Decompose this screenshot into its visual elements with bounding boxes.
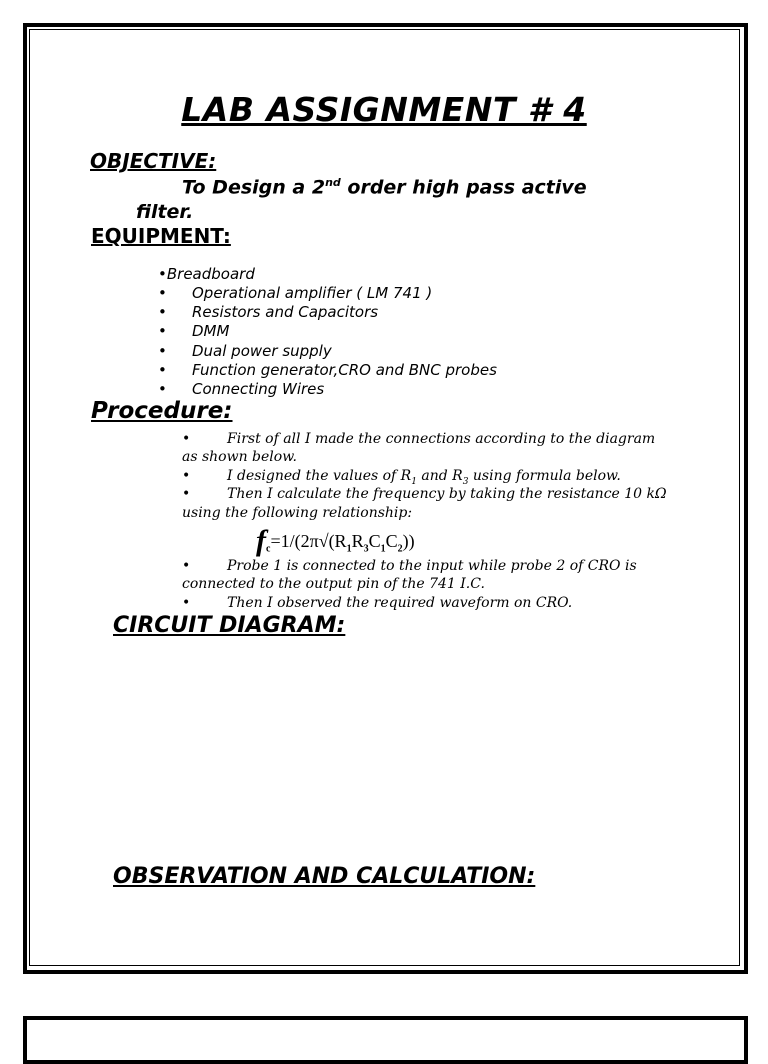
equipment-item-label: Resistors and Capacitors bbox=[192, 303, 379, 322]
objective-text-pre: To Design a 2 bbox=[182, 176, 326, 199]
procedure-heading: Procedure: bbox=[91, 398, 233, 424]
observation-heading: OBSERVATION AND CALCULATION: bbox=[113, 864, 536, 889]
procedure-step-2 bbox=[227, 468, 621, 487]
formula-f-sub: c bbox=[266, 543, 271, 555]
procedure-step-4: Probe 1 is connected to the input while probe 2 of CRO is bbox=[227, 558, 637, 574]
procedure-step-1: First of all I made the connections according to the diagram bbox=[227, 431, 656, 447]
equipment-item-label: Breadboard bbox=[166, 265, 255, 283]
formula-d: C bbox=[385, 531, 398, 551]
procedure-step-3-cont: using the following relationship: bbox=[182, 505, 413, 521]
subscript-1: 1 bbox=[411, 476, 417, 487]
subscript-3: 3 bbox=[462, 476, 469, 487]
formula-s1: 1 bbox=[346, 543, 352, 555]
bullet-icon: • bbox=[158, 303, 167, 322]
formula-f: f bbox=[256, 524, 266, 557]
formula-c: C bbox=[368, 531, 381, 551]
equipment-item-label: Function generator,CRO and BNC probes bbox=[192, 360, 497, 379]
procedure-step-4-cont: connected to the output pin of the 741 I.C. bbox=[182, 576, 485, 592]
ordinal-superscript: nd bbox=[325, 176, 341, 189]
objective-heading: OBJECTIVE: bbox=[90, 149, 217, 173]
procedure-step-5: Then I observed the required waveform on CRO. bbox=[227, 595, 573, 611]
step-2-post: using formula below. bbox=[468, 468, 621, 484]
procedure-step-3: Then I calculate the frequency by taking the resistance 10 kΩ bbox=[227, 486, 667, 502]
bullet-icon: • bbox=[158, 379, 167, 398]
bullet-icon: • bbox=[182, 468, 191, 484]
equipment-item-breadboard bbox=[158, 265, 255, 283]
objective-text-line2: filter. bbox=[136, 201, 194, 223]
procedure-step-1-cont: as shown below. bbox=[182, 449, 297, 465]
step-2-mid: and R bbox=[416, 468, 463, 484]
equipment-item-label: DMM bbox=[192, 322, 230, 341]
objective-text-line1 bbox=[182, 176, 587, 198]
frequency-formula bbox=[256, 524, 415, 558]
equipment-heading: EQUIPMENT: bbox=[91, 224, 231, 248]
step-2-pre: I designed the values of R bbox=[227, 468, 412, 484]
bullet-icon: • bbox=[158, 322, 167, 341]
formula-s3: 1 bbox=[380, 543, 386, 555]
bullet-icon: • bbox=[182, 558, 191, 574]
formula-a: =1/(2π√(R bbox=[270, 531, 347, 551]
equipment-item-label: Connecting Wires bbox=[192, 379, 325, 398]
equipment-item-label: Dual power supply bbox=[192, 341, 332, 360]
bullet-icon: • bbox=[182, 486, 191, 502]
bullet-icon: • bbox=[182, 595, 191, 611]
formula-s4: 2 bbox=[397, 543, 403, 555]
bullet-icon: • bbox=[158, 360, 167, 379]
bullet-icon: • bbox=[158, 284, 167, 302]
bullet-icon: • bbox=[158, 341, 167, 360]
next-page-border bbox=[23, 1016, 748, 1064]
page-title: LAB ASSIGNMENT # 4 bbox=[181, 90, 587, 129]
formula-e: )) bbox=[402, 531, 415, 551]
circuit-diagram-heading: CIRCUIT DIAGRAM: bbox=[113, 613, 346, 638]
equipment-item-label: Operational amplifier ( LM 741 ) bbox=[192, 284, 433, 302]
bullet-icon: • bbox=[182, 431, 191, 447]
formula-b: R bbox=[351, 531, 364, 551]
objective-text-post: order high pass active bbox=[340, 176, 587, 199]
bullet-icon: • bbox=[158, 265, 167, 283]
formula-s2: 3 bbox=[363, 543, 369, 555]
